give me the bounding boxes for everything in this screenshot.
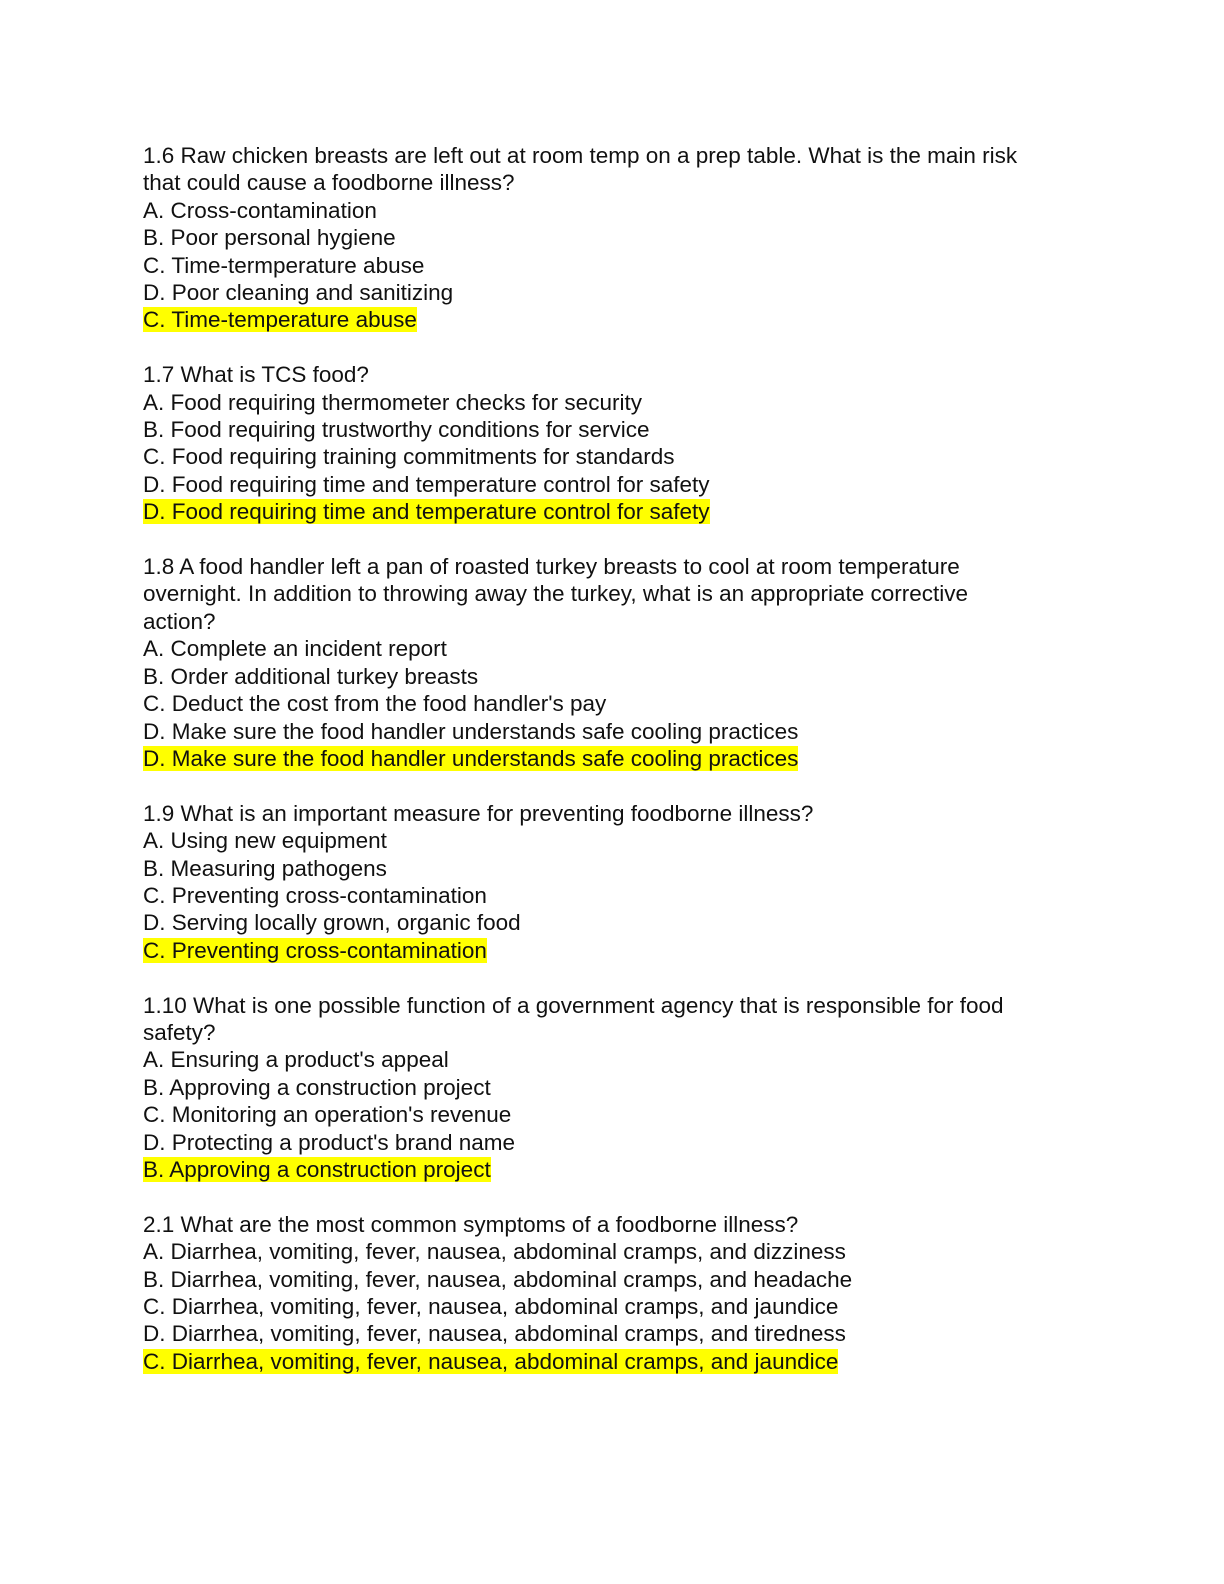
question-block <box>143 800 1093 964</box>
answer-option: D. Make sure the food handler understands safe cooling practices <box>143 718 799 744</box>
question-text: 2.1 What are the most common symptoms of a foodborne illness? <box>143 1211 799 1237</box>
answer-option: D. Serving locally grown, organic food <box>143 910 521 936</box>
correct-answer-line <box>143 1156 1093 1183</box>
answer-option: A. Complete an incident report <box>143 636 447 662</box>
question-block <box>143 142 1093 334</box>
answer-option: C. Preventing cross-contamination <box>143 882 487 908</box>
answer-option: A. Cross-contamination <box>143 197 377 223</box>
question-block <box>143 553 1093 772</box>
highlighted-answer: C. Preventing cross-contamination <box>143 937 487 963</box>
answer-option: A. Using new equipment <box>143 828 387 854</box>
question-block <box>143 992 1093 1184</box>
question-text: 1.9 What is an important measure for preventing foodborne illness? <box>143 800 814 826</box>
highlighted-answer: B. Approving a construction project <box>143 1156 491 1182</box>
question-text: that could cause a foodborne illness? <box>143 170 515 196</box>
answer-option: D. Protecting a product's brand name <box>143 1129 515 1155</box>
question-text: 1.7 What is TCS food? <box>143 362 369 388</box>
answer-option: B. Approving a construction project <box>143 1074 491 1100</box>
highlighted-answer: C. Diarrhea, vomiting, fever, nausea, abdominal cramps, and jaundice <box>143 1348 839 1374</box>
answer-option: A. Ensuring a product's appeal <box>143 1047 449 1073</box>
answer-option: D. Food requiring time and temperature control for safety <box>143 471 710 497</box>
question-block <box>143 1211 1093 1375</box>
correct-answer-line <box>143 498 1093 525</box>
question-text: overnight. In addition to throwing away the turkey, what is an appropriate corrective <box>143 581 969 607</box>
correct-answer-line <box>143 1348 1093 1375</box>
answer-option: C. Deduct the cost from the food handler's pay <box>143 691 607 717</box>
answer-option: B. Measuring pathogens <box>143 855 387 881</box>
question-text: 1.10 What is one possible function of a government agency that is responsible for food <box>143 992 1004 1018</box>
correct-answer-line <box>143 937 1093 964</box>
answer-option: B. Order additional turkey breasts <box>143 663 479 689</box>
answer-option: C. Food requiring training commitments for standards <box>143 444 675 470</box>
answer-option: B. Diarrhea, vomiting, fever, nausea, abdominal cramps, and headache <box>143 1266 853 1292</box>
answer-option: D. Diarrhea, vomiting, fever, nausea, abdominal cramps, and tiredness <box>143 1321 846 1347</box>
question-text: safety? <box>143 1019 216 1045</box>
question-text: 1.6 Raw chicken breasts are left out at room temp on a prep table. What is the main risk <box>143 143 1018 168</box>
highlighted-answer: D. Make sure the food handler understands safe cooling practices <box>143 745 799 771</box>
answer-option: C. Diarrhea, vomiting, fever, nausea, abdominal cramps, and jaundice <box>143 1293 839 1319</box>
answer-option: A. Food requiring thermometer checks for security <box>143 389 642 415</box>
answer-option: B. Food requiring trustworthy conditions for service <box>143 417 650 443</box>
document-page <box>143 142 1093 1403</box>
answer-option: C. Time-termperature abuse <box>143 252 425 278</box>
highlighted-answer: C. Time-temperature abuse <box>143 307 417 333</box>
question-block <box>143 361 1093 525</box>
answer-option: B. Poor personal hygiene <box>143 225 396 251</box>
correct-answer-line <box>143 745 1093 772</box>
question-text: 1.8 A food handler left a pan of roasted turkey breasts to cool at room temperature <box>143 554 960 580</box>
answer-option: D. Poor cleaning and sanitizing <box>143 280 454 306</box>
question-text: action? <box>143 608 216 634</box>
highlighted-answer: D. Food requiring time and temperature control for safety <box>143 499 710 525</box>
answer-option: C. Monitoring an operation's revenue <box>143 1102 512 1128</box>
answer-option: A. Diarrhea, vomiting, fever, nausea, abdominal cramps, and dizziness <box>143 1239 846 1265</box>
correct-answer-line <box>143 306 1093 333</box>
